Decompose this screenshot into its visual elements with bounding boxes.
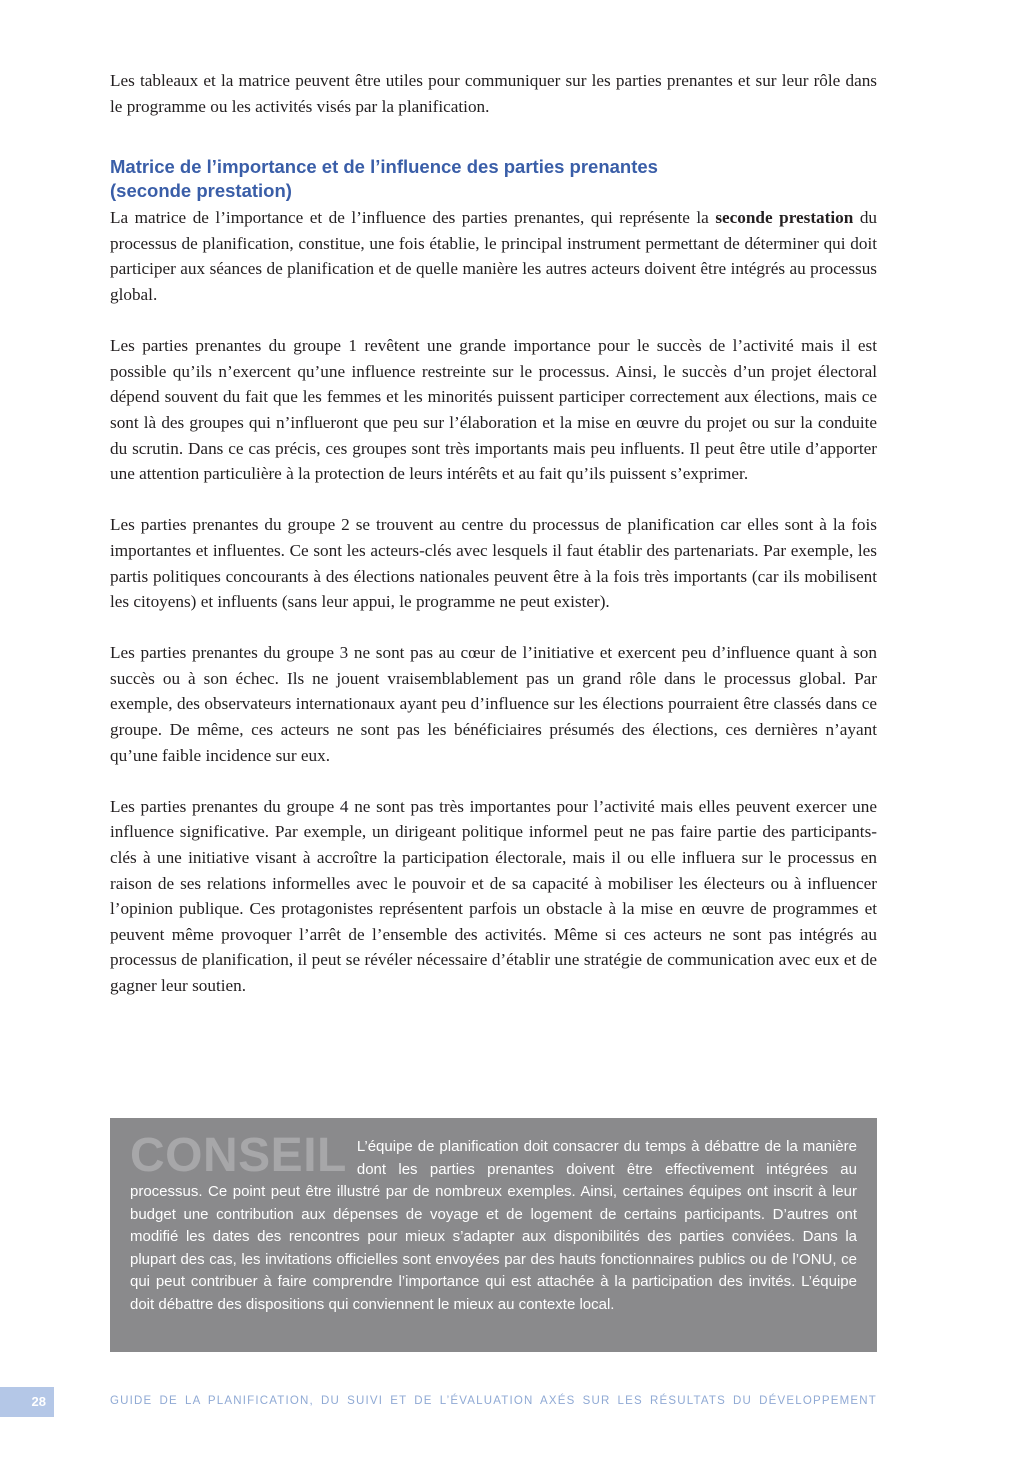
section-heading-line1: Matrice de l’importance et de l’influence des parties prenantes: [110, 156, 658, 178]
paragraph-group-3: Les parties prenantes du groupe 3 ne sont pas au cœur de l’initiative et exercent peu d’influence quant à son succès ou à son échec. Ils ne jouent vraisemblablement pas un grand rôle dans le processus global. Par exemple, des observateurs internationaux ayant peu d’influence sur les élections pourraient être classés dans ce groupe. De même, ces acteurs ne sont pas les bénéficiaires présumés des élections, ces dernières n’ayant qu’une faible incidence sur eux.: [110, 643, 877, 765]
paragraph-matrix-definition: [110, 205, 877, 307]
section-heading-line2: (seconde prestation): [110, 180, 292, 202]
tip-text: L’équipe de planification doit consacrer du temps à débattre de la manière dont les parties prenantes doivent être effectivement intégrées au processus. Ce point peut être illustré par de nombreux exemples. Ainsi, certaines équipes ont inscrit à leur budget une contribution aux dépenses de voyage et de logement de certains participants. D’autres ont modifié les dates des rencontres pour mieux s’adapter aux disponibilités des parties conviées. Dans la plupart des cas, les invitations officielles sont envoyées par des hauts fonctionnaires publics ou de l’ONU, ce qui peut contribuer à faire comprendre l’importance qui est attachée à la participation des invités. L’équipe doit débattre des dispositions qui conviennent le mieux au contexte local.: [130, 1138, 857, 1313]
paragraph-group-1: Les parties prenantes du groupe 1 revêtent une grande importance pour le succès de l’activité mais il est possible qu’ils n’exercent qu’une influence restreinte sur le processus. Ainsi, le succès d’un projet électoral dépend souvent du fait que les femmes et les minorités puissent participer correctement aux élections, mais ce sont là des groupes qui n’influeront que peu sur l’élaboration et la mise en œuvre du projet ou sur la conduite du scrutin. Dans ce cas précis, ces groupes sont très importants mais peu influents. Il peut être utile d’apporter une attention particulière à la protection de leurs intérêts et au fait qu’ils puissent s’exprimer.: [110, 336, 877, 484]
page-content: [110, 68, 877, 999]
tip-label: CONSEIL: [130, 1129, 347, 1182]
tip-box: [110, 1118, 877, 1352]
paragraph-matrix-text-after: du processus de planification, constitue, une fois établie, le principal instrument permettant de déterminer qui doit participer aux séances de planification et de quelle manière les autres acteurs doivent être intégrés au processus global.: [110, 208, 877, 304]
running-footer: GUIDE DE LA PLANIFICATION, DU SUIVI ET DE L’ÉVALUATION AXÉS SUR LES RÉSULTATS DU DÉVELOPPEMENT: [110, 1395, 877, 1407]
paragraph-matrix-text-before: La matrice de l’importance et de l’influence des parties prenantes, qui représente la: [110, 208, 716, 228]
paragraph-group-2: Les parties prenantes du groupe 2 se trouvent au centre du processus de planification car elles sont à la fois importantes et influentes. Ce sont les acteurs-clés avec lesquels il faut établir des partenariats. Par exemple, les partis politiques concourants à des élections nationales peuvent être à la fois très importants (car ils mobilisent les citoyens) et influents (sans leur appui, le programme ne peut exister).: [110, 515, 877, 612]
section-heading: [110, 155, 877, 203]
paragraph-matrix-bold-term: seconde prestation: [715, 208, 854, 228]
paragraph-group-4: Les parties prenantes du groupe 4 ne sont pas très importantes pour l’activité mais elles peuvent exercer une influence significative. Par exemple, un dirigeant politique informel peut ne pas faire partie des participants-clés à une initiative visant à accroître la participation électorale, mais il ou elle influera sur le processus en raison de ses relations informelles avec le pouvoir et de sa capacité à mobiliser les électeurs ou à influencer l’opinion publique. Ces protagonistes représentent parfois un obstacle à la mise en œuvre de programmes et peuvent même provoquer l’arrêt de l’ensemble des activités. Même si ces acteurs ne sont pas intégrés au processus de planification, il peut se révéler nécessaire d’établir une stratégie de communication avec eux et de gagner leur soutien.: [110, 796, 877, 995]
intro-paragraph: Les tableaux et la matrice peuvent être utiles pour communiquer sur les parties prenantes et sur leur rôle dans le programme ou les activités visés par la planification.: [110, 71, 877, 116]
page-number: 28: [0, 1387, 54, 1417]
